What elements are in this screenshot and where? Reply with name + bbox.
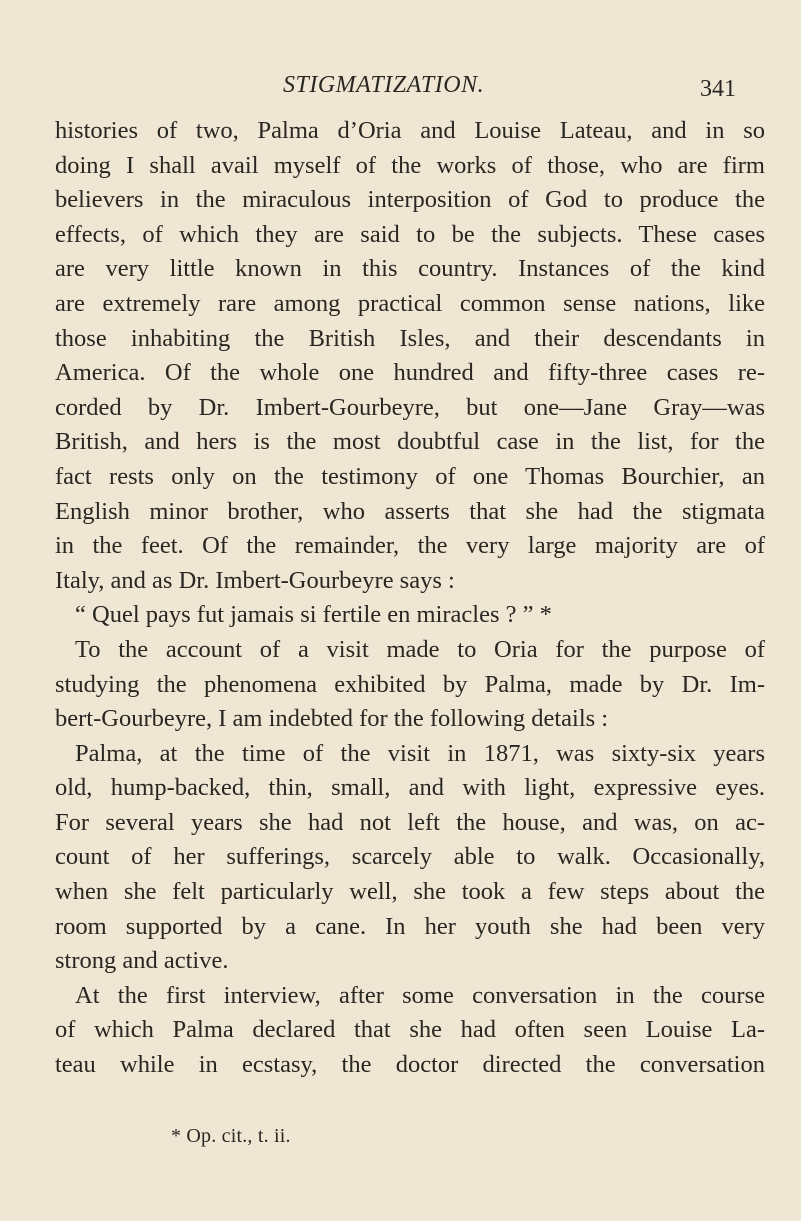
text-line: those inhabiting the British Isles, and their descendants in: [55, 324, 765, 352]
text-line: are extremely rare among practical common sense nations, like: [55, 289, 765, 317]
text-line: fact rests only on the testimony of one Thomas Bourchier, an: [55, 462, 765, 490]
footnote: * Op. cit., t. ii.: [171, 1125, 291, 1147]
text-line: corded by Dr. Imbert-Gourbeyre, but one—Jane Gray—was: [55, 393, 765, 421]
text-line: America. Of the whole one hundred and fifty-three cases re-: [55, 359, 765, 387]
text-line: count of her sufferings, scarcely able to walk. Occasionally,: [55, 843, 765, 871]
quotation-line: “ Quel pays fut jamais si fertile en miracles ? ” *: [75, 601, 552, 629]
text-line: Italy, and as Dr. Imbert-Gourbeyre says :: [55, 566, 455, 594]
text-line: when she felt particularly well, she took a few steps about the: [55, 878, 765, 906]
text-line: British, and hers is the most doubtful case in the list, for the: [55, 428, 765, 456]
text-line: of which Palma declared that she had often seen Louise La-: [55, 1016, 765, 1044]
text-line: At the first interview, after some conversation in the course: [75, 981, 765, 1009]
text-line: believers in the miraculous interposition of God to produce the: [55, 186, 765, 214]
text-line: Palma, at the time of the visit in 1871, was sixty-six years: [75, 739, 765, 767]
text-line: English minor brother, who asserts that she had the stigmata: [55, 497, 765, 525]
text-line: To the account of a visit made to Oria for the purpose of: [75, 635, 765, 663]
running-title: STIGMATIZATION.: [283, 72, 485, 98]
text-line: strong and active.: [55, 947, 229, 975]
text-line: doing I shall avail myself of the works of those, who are firm: [55, 151, 765, 179]
body-text: [55, 114, 765, 1083]
text-line: old, hump-backed, thin, small, and with light, expressive eyes.: [55, 774, 765, 802]
page-number: 341: [700, 76, 736, 102]
text-line: studying the phenomena exhibited by Palma, made by Dr. Im-: [55, 670, 765, 698]
running-head: [0, 72, 801, 108]
text-line: teau while in ecstasy, the doctor directed the conversation: [55, 1051, 765, 1079]
text-line: in the feet. Of the remainder, the very large majority are of: [55, 532, 765, 560]
text-line: room supported by a cane. In her youth she had been very: [55, 912, 765, 940]
text-line: are very little known in this country. Instances of the kind: [55, 255, 765, 283]
text-line: effects, of which they are said to be the subjects. These cases: [55, 220, 765, 248]
text-line: histories of two, Palma d’Oria and Louise Lateau, and in so: [55, 117, 765, 144]
text-line: For several years she had not left the house, and was, on ac-: [55, 808, 765, 836]
text-line: bert-Gourbeyre, I am indebted for the following details :: [55, 705, 609, 733]
